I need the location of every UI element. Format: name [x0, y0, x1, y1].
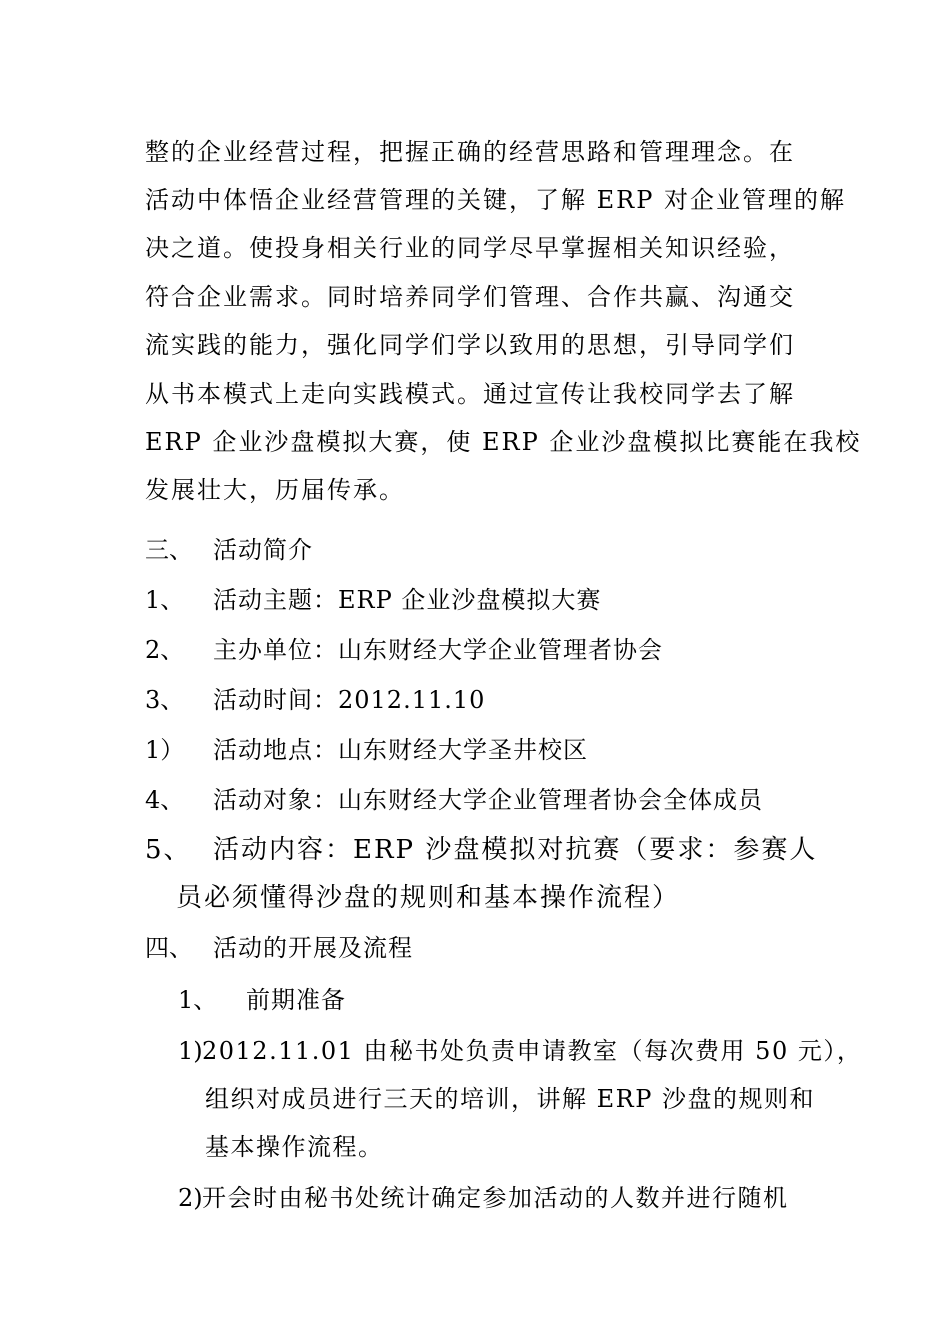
subsection-title: 前期准备	[246, 986, 346, 1014]
step-number: 1)	[178, 1037, 203, 1065]
list-item-text: 主办单位：山东财经大学企业管理者协会	[213, 636, 663, 664]
list-item-number: 5、	[145, 835, 192, 865]
list-item-text: 活动内容：ERP 沙盘模拟对抗赛（要求：参赛人	[213, 835, 818, 865]
step-text: 2012.11.01 由秘书处负责申请教室（每次费用 50 元），	[202, 1037, 863, 1065]
list-item-number: 1、	[145, 586, 185, 614]
list-item-number: 4、	[145, 786, 185, 814]
paragraph-line: 决之道。使投身相关行业的同学尽早掌握相关知识经验，	[145, 234, 795, 262]
list-item-text: 活动地点：山东财经大学圣井校区	[213, 736, 588, 764]
step-text-continued: 组织对成员进行三天的培训，讲解 ERP 沙盘的规则和	[205, 1085, 815, 1113]
list-item-text: 活动主题：ERP 企业沙盘模拟大赛	[213, 586, 602, 614]
paragraph-line: 从书本模式上走向实践模式。通过宣传让我校同学去了解	[145, 380, 795, 408]
list-item-number: 2、	[145, 636, 185, 664]
list-item-number: 1）	[145, 736, 185, 764]
paragraph-line: 活动中体悟企业经营管理的关键，了解 ERP 对企业管理的解	[145, 186, 846, 214]
list-item-number: 3、	[145, 686, 185, 714]
section-number: 四、	[145, 934, 193, 962]
paragraph-line: 发展壮大，历届传承。	[145, 476, 405, 504]
step-text-continued: 基本操作流程。	[205, 1133, 384, 1161]
paragraph-line: 符合企业需求。同时培养同学们管理、合作共赢、沟通交	[145, 283, 795, 311]
list-item-text: 活动对象：山东财经大学企业管理者协会全体成员	[213, 786, 763, 814]
list-item-text-continued: 员必须懂得沙盘的规则和基本操作流程）	[176, 883, 681, 913]
subsection-number: 1、	[178, 986, 218, 1014]
step-number: 2)	[178, 1184, 203, 1212]
paragraph-line: ERP 企业沙盘模拟大赛，使 ERP 企业沙盘模拟比赛能在我校	[145, 428, 862, 456]
section-title: 活动的开展及流程	[213, 934, 413, 962]
section-number: 三、	[145, 536, 193, 564]
list-item-text: 活动时间：2012.11.10	[213, 686, 486, 714]
section-title: 活动简介	[213, 536, 313, 564]
paragraph-line: 整的企业经营过程，把握正确的经营思路和管理理念。在	[145, 138, 795, 166]
paragraph-line: 流实践的能力，强化同学们学以致用的思想，引导同学们	[145, 331, 795, 359]
step-text: 开会时由秘书处统计确定参加活动的人数并进行随机	[202, 1184, 789, 1212]
